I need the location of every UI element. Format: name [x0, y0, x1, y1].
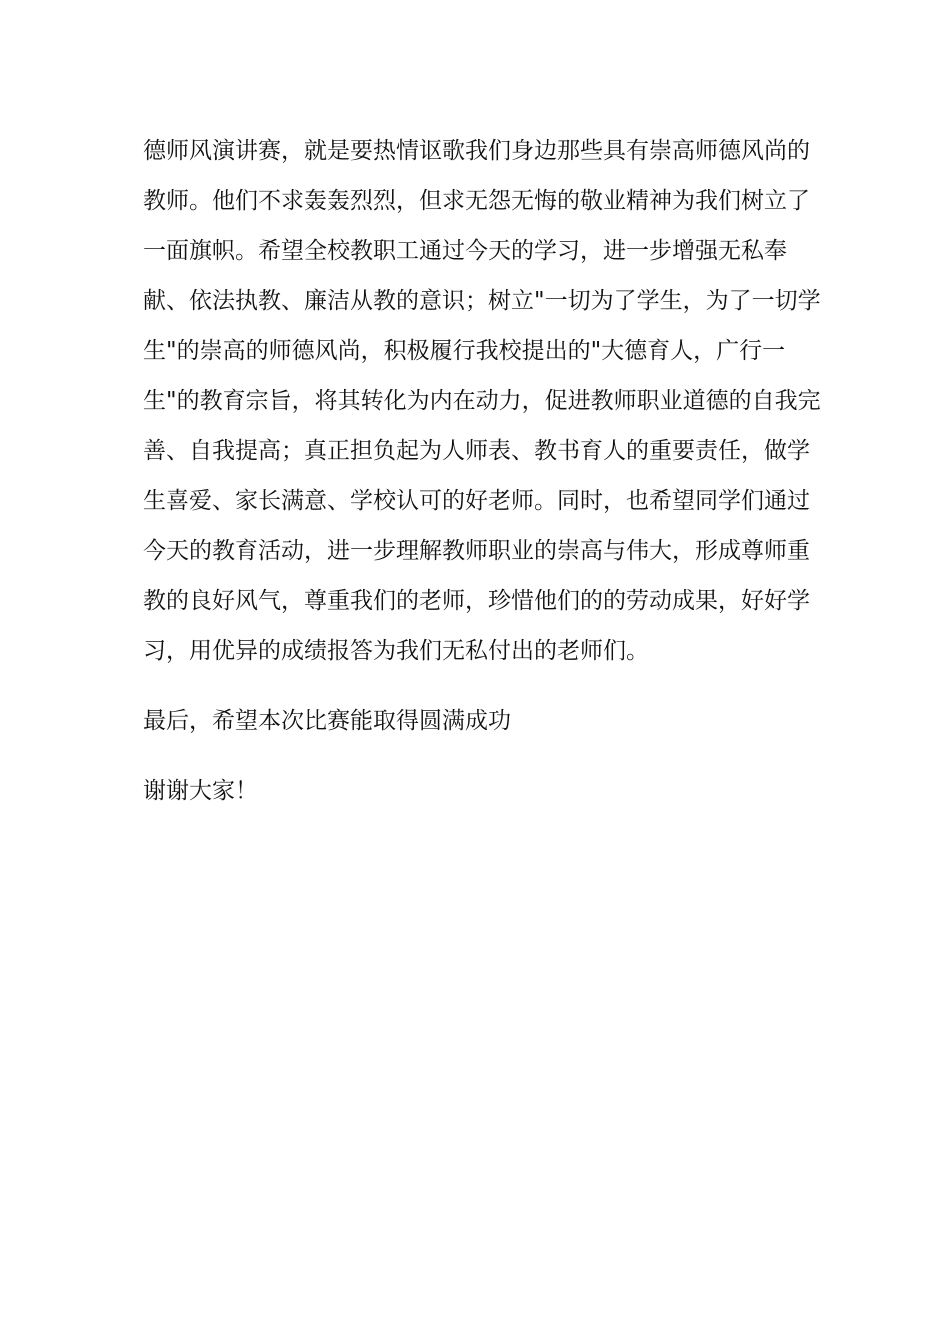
- document-body: [143, 126, 823, 816]
- body-paragraph: 德师风演讲赛，就是要热情讴歌我们身边那些具有崇高师德风尚的教师。他们不求轰轰烈烈，但求无怨无悔的敬业精神为我们树立了一面旗帜。希望全校教职工通过今天的学习，进一步增强无私奉献、依法执教、廉洁从教的意识；树立"一切为了学生，为了一切学生"的崇高的师德风尚，积极履行我校提出的"大德育人，广行一生"的教育宗旨，将其转化为内在动力，促进教师职业道德的自我完善、自我提高；真正担负起为人师表、教书育人的重要责任，做学生喜爱、家长满意、学校认可的好老师。同时，也希望同学们通过今天的教育活动，进一步理解教师职业的崇高与伟大，形成尊师重教的良好风气，尊重我们的老师，珍惜他们的的劳动成果，好好学习，用优异的成绩报答为我们无私付出的老师们。: [143, 138, 821, 664]
- thanks-paragraph: 谢谢大家！: [143, 778, 258, 804]
- closing-paragraph: 最后，希望本次比赛能取得圆满成功: [143, 708, 511, 734]
